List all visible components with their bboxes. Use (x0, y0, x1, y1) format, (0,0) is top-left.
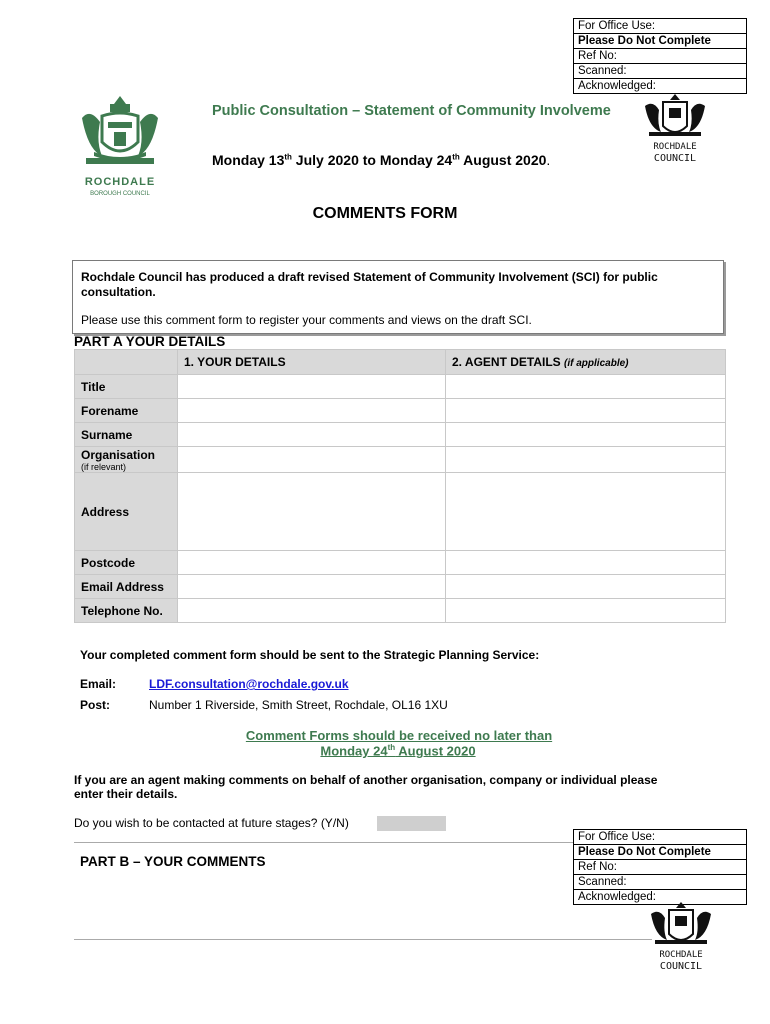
office-use-acknowledged-bottom: Acknowledged: (578, 891, 656, 903)
office-use-warning: Please Do Not Complete (574, 34, 746, 49)
office-use-title: For Office Use: (574, 19, 746, 34)
office-use-ref-bottom: Ref No: (574, 860, 746, 875)
deadline-line1: Comment Forms should be received no later than (245, 728, 553, 743)
contact-yn-field[interactable] (377, 816, 446, 831)
your-surname-field[interactable] (178, 423, 446, 447)
office-use-ref: Ref No: (574, 49, 746, 64)
form-title: COMMENTS FORM (312, 205, 458, 222)
consultation-title: Public Consultation – Statement of Community Involveme (212, 103, 611, 119)
your-address-field[interactable] (178, 473, 446, 551)
agent-forename-field[interactable] (446, 399, 726, 423)
logo-bottom-word1: ROCHDALE (659, 950, 703, 960)
office-use-scanned: Scanned: (574, 64, 746, 79)
row-label-title: Title (75, 375, 178, 399)
office-use-box-bottom (573, 829, 747, 905)
office-use-warning-bottom: Please Do Not Complete (574, 845, 746, 860)
intro-plain-text: Please use this comment form to register your comments and views on the draft SCI. (81, 313, 532, 327)
contact-question: Do you wish to be contacted at future stages? (Y/N) (74, 816, 349, 830)
agent-address-field[interactable] (446, 473, 726, 551)
row-label-address: Address (75, 473, 178, 551)
logo-top-word1: ROCHDALE (653, 142, 697, 152)
council-logo-bottom (647, 900, 715, 976)
post-address: Number 1 Riverside, Smith Street, Rochdale, OL16 1XU (149, 698, 448, 712)
row-label-forename: Forename (75, 399, 178, 423)
intro-bold-text: Rochdale Council has produced a draft revised Statement of Community Involvement (SCI) for public consultation. (81, 270, 658, 299)
details-table (74, 349, 726, 623)
logo-top-word2: COUNCIL (653, 153, 697, 164)
your-postcode-field[interactable] (178, 551, 446, 575)
divider-upper (74, 842, 573, 843)
your-forename-field[interactable] (178, 399, 446, 423)
row-label-postcode: Postcode (75, 551, 178, 575)
email-link[interactable]: LDF.consultation@rochdale.gov.uk (149, 677, 349, 691)
email-label: Email: (80, 677, 117, 691)
deadline-line2: Monday 24th August 2020 (320, 743, 476, 759)
row-label-email: Email Address (75, 575, 178, 599)
row-label-surname: Surname (75, 423, 178, 447)
row-label-telephone: Telephone No. (75, 599, 178, 623)
crest-logo-word: ROCHDALE (84, 176, 156, 188)
agent-surname-field[interactable] (446, 423, 726, 447)
crest-logo-sub: BOROUGH COUNCIL (90, 191, 150, 197)
send-info-intro: Your completed comment form should be sent to the Strategic Planning Service: (80, 648, 540, 662)
office-use-acknowledged: Acknowledged: (578, 80, 656, 92)
agent-postcode-field[interactable] (446, 551, 726, 575)
part-a-heading: PART A YOUR DETAILS (74, 334, 226, 349)
agent-title-field[interactable] (446, 375, 726, 399)
your-email-field[interactable] (178, 575, 446, 599)
your-title-field[interactable] (178, 375, 446, 399)
divider-lower (74, 939, 652, 940)
your-details-header: 1. YOUR DETAILS (178, 350, 446, 375)
your-organisation-field[interactable] (178, 447, 446, 473)
consultation-dates: Monday 13th July 2020 to Monday 24th August 2020. (212, 152, 551, 168)
office-use-box-top (573, 18, 747, 94)
agent-telephone-field[interactable] (446, 599, 726, 623)
post-label: Post: (80, 698, 110, 712)
office-use-scanned-bottom: Scanned: (574, 875, 746, 890)
rochdale-crest-logo (74, 92, 166, 200)
agent-note: If you are an agent making comments on behalf of another organisation, company or individual please enter their details. (74, 773, 658, 801)
agent-organisation-field[interactable] (446, 447, 726, 473)
office-use-title-bottom: For Office Use: (574, 830, 746, 845)
agent-email-field[interactable] (446, 575, 726, 599)
logo-bottom-word2: COUNCIL (659, 961, 703, 972)
council-logo-top (641, 92, 709, 168)
part-b-heading: PART B – YOUR COMMENTS (80, 854, 266, 869)
agent-details-header: 2. AGENT DETAILS (if applicable) (446, 350, 726, 375)
your-telephone-field[interactable] (178, 599, 446, 623)
intro-box (72, 260, 724, 334)
row-label-organisation: Organisation (if relevant) (75, 447, 178, 473)
